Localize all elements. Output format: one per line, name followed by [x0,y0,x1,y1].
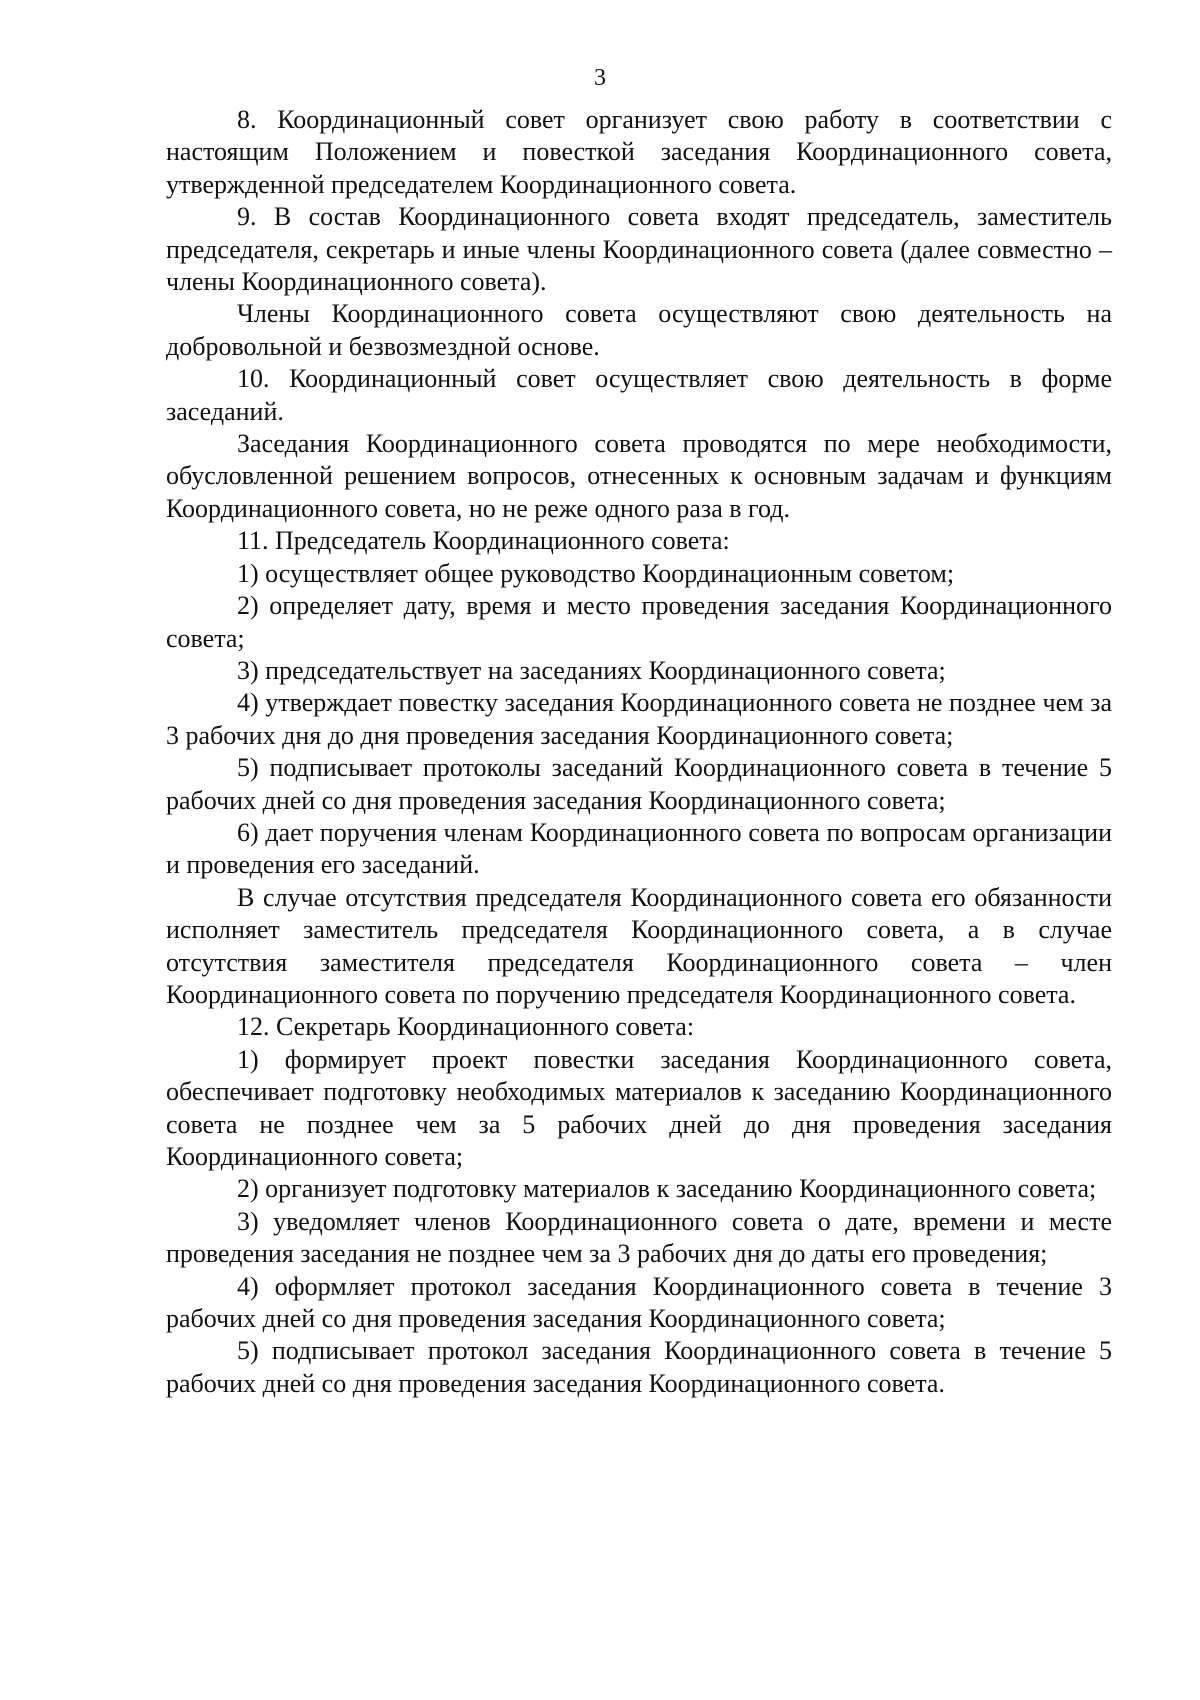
paragraph-12-item-4: 4) оформляет протокол заседания Координационного совета в течение 3 рабочих дней со дня проведения заседания Координационного совета; [166,1271,1112,1334]
paragraph-12-item-1: 1) формирует проект повестки заседания Координационного совета, обеспечивает подготовку необходимых материалов к заседанию Координационного совета не позднее чем за 5 рабочих дней до дня проведения заседания Координационного совета; [166,1044,1112,1171]
paragraph-8: 8. Координационный совет организует свою работу в соответствии с настоящим Положением и повесткой заседания Координационного совета, утвержденной председателем Координационного совета. [166,105,1112,199]
paragraph-11-item-2: 2) определяет дату, время и место проведения заседания Координационного совета; [166,591,1112,653]
paragraph-11-absence: В случае отсутствия председателя Координационного совета его обязанности исполняет заместитель председателя Координационного совета, а в случае отсутствия заместителя председателя Координационного совета – член Координационного совета по поручению председателя Координационного совета. [166,882,1112,1009]
paragraph-9: 9. В состав Координационного совета входят председатель, заместитель председателя, секретарь и иные члены Координационного совета (далее совместно – члены Координационного совета). [166,202,1112,297]
paragraph-11-item-4: 4) утверждает повестку заседания Координационного совета не позднее чем за 3 рабочих дня до дня проведения заседания Координационного совета; [166,688,1112,750]
paragraph-12-item-5: 5) подписывает протокол заседания Координационного совета в течение 5 рабочих дней со дня проведения заседания Координационного совета. [166,1336,1112,1398]
page-number: 3 [594,65,606,91]
paragraph-12-item-3: 3) уведомляет членов Координационного совета о дате, времени и месте проведения заседания не позднее чем за 3 рабочих дня до даты его проведения; [166,1206,1112,1269]
paragraph-10-meetings: Заседания Координационного совета проводятся по мере необходимости, обусловленной решением вопросов, отнесенных к основным задачам и функциям Координационного совета, но не реже одного раза в год. [166,429,1112,523]
paragraph-11-item-1: 1) осуществляет общее руководство Координационным советом; [237,558,955,588]
paragraph-11-item-3: 3) председательствует на заседаниях Координационного совета; [237,655,946,685]
paragraph-11-heading: 11. Председатель Координационного совета: [237,526,730,556]
paragraph-9-members: Члены Координационного совета осуществляют свою деятельность на добровольной и безвозмездной основе. [166,299,1112,361]
document-body [166,104,1112,1400]
paragraph-10: 10. Координационный совет осуществляет свою деятельность в форме заседаний. [166,364,1112,426]
paragraph-12-heading: 12. Секретарь Координационного совета: [237,1012,695,1042]
paragraph-11-item-6: 6) дает поручения членам Координационного совета по вопросам организации и проведения его заседаний. [166,817,1112,880]
paragraph-11-item-5: 5) подписывает протоколы заседаний Координационного совета в течение 5 рабочих дней со дня проведения заседания Координационного совета; [166,753,1112,815]
paragraph-12-item-2: 2) организует подготовку материалов к заседанию Координационного совета; [237,1174,1097,1204]
